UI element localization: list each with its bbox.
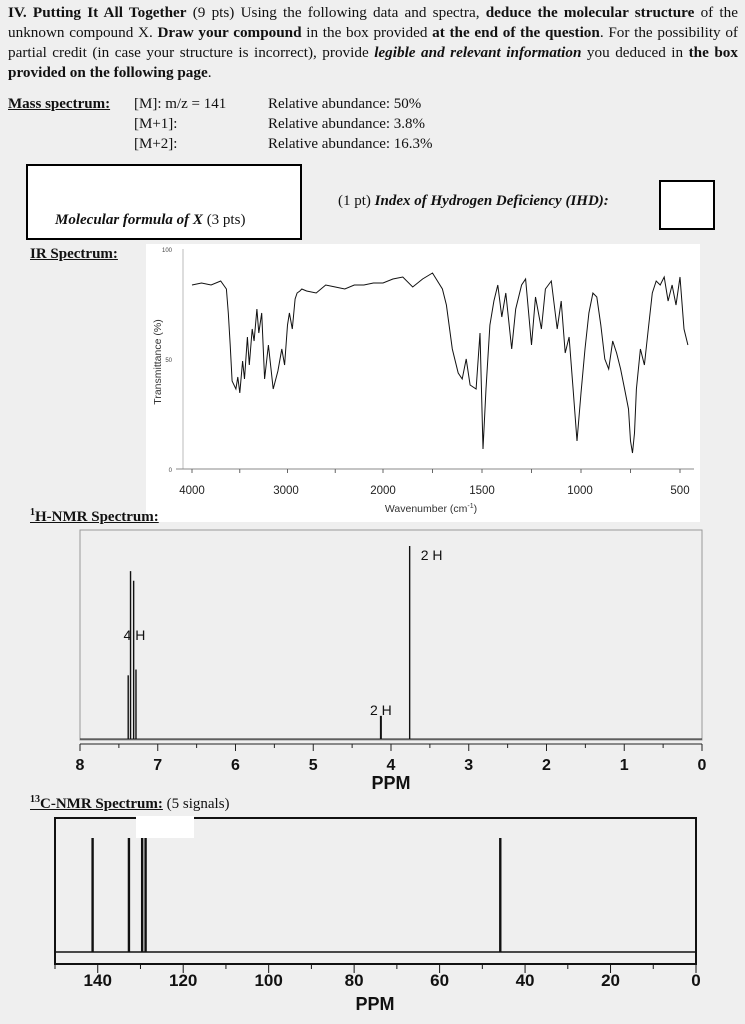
question-text bbox=[8, 3, 738, 83]
cnmr-tick-label: 120 bbox=[169, 971, 198, 990]
question-task-1: deduce the molecular structure bbox=[485, 4, 695, 21]
question-text-4: . For the possibility of partial credit (in case your structure is incorrect), provide bbox=[8, 24, 738, 61]
ms-abundance-m: Relative abundance: 50% bbox=[268, 96, 422, 112]
ms-ion-m: [M]: m/z = 141 bbox=[134, 96, 227, 112]
question-heading: IV. Putting It All Together bbox=[8, 4, 187, 21]
hnmr-x-ticks bbox=[80, 744, 702, 751]
hnmr-tick-label: 0 bbox=[697, 757, 707, 774]
cnmr-label-patch bbox=[136, 816, 194, 838]
ir-xtick-4000: 4000 bbox=[179, 485, 205, 497]
hnmr-tick-label: 3 bbox=[464, 757, 474, 774]
hnmr-tick-label: 6 bbox=[231, 757, 240, 774]
molecular-formula-label: Molecular formula of X (3 pts) bbox=[55, 212, 246, 228]
ir-xtick-1500: 1500 bbox=[469, 485, 495, 497]
cnmr-xlabel: PPM bbox=[355, 994, 395, 1014]
hnmr-chart bbox=[0, 526, 745, 796]
cnmr-tick-label: 80 bbox=[344, 971, 364, 990]
hnmr-tick-label: 4 bbox=[386, 757, 396, 774]
question-text-5: you deduced in bbox=[581, 44, 689, 61]
hnmr-integration-label: 4 H bbox=[123, 627, 146, 643]
ir-ytick-50: 50 bbox=[165, 358, 172, 364]
hnmr-integration-label: 2 H bbox=[369, 702, 392, 718]
question-task-3: at the end of the question bbox=[432, 24, 600, 41]
mass-spectrum-label: Mass spectrum: bbox=[8, 96, 111, 112]
ihd-label: (1 pt) Index of Hydrogen Deficiency (IHD): bbox=[338, 193, 609, 209]
cnmr-tick-label: 40 bbox=[515, 971, 535, 990]
cnmr-title: $^{13}$C-NMR Spectrum: (5 signals) bbox=[30, 794, 230, 812]
ir-ytick-0: 0 bbox=[168, 468, 172, 474]
ir-spectrum-title: IR Spectrum: bbox=[30, 246, 118, 262]
ms-abundance-m1: Relative abundance: 3.8% bbox=[268, 116, 426, 132]
hnmr-tick-label: 8 bbox=[75, 757, 85, 774]
question-task-5: the box provided on the following page bbox=[8, 44, 738, 81]
cnmr-tick-label: 0 bbox=[691, 971, 701, 990]
ir-chart bbox=[146, 244, 700, 522]
question-text-6: . bbox=[207, 64, 212, 81]
hnmr-integration-label: 2 H bbox=[420, 547, 443, 563]
ir-panel bbox=[146, 244, 700, 522]
cnmr-tick-label: 20 bbox=[601, 971, 620, 990]
question-text-2: of the unknown compound X. bbox=[8, 4, 738, 41]
cnmr-tick-labels bbox=[84, 971, 701, 990]
ir-xtick-3000: 3000 bbox=[273, 485, 299, 497]
ms-ion-m2: [M+2]: bbox=[134, 136, 178, 152]
cnmr-plot-frame bbox=[55, 818, 696, 964]
ihd-answer-box[interactable] bbox=[659, 180, 715, 230]
hnmr-tick-label: 5 bbox=[308, 757, 318, 774]
ms-ion-m1: [M+1]: bbox=[134, 116, 178, 132]
ir-xtick-2000: 2000 bbox=[370, 485, 396, 497]
ir-ylabel: Transmittance (%) bbox=[152, 319, 164, 405]
question-task-4: legible and relevant information bbox=[374, 44, 582, 61]
hnmr-xlabel: PPM bbox=[371, 773, 411, 793]
cnmr-chart bbox=[0, 814, 745, 1024]
hnmr-tick-label: 1 bbox=[619, 757, 629, 774]
ir-xtick-1000: 1000 bbox=[567, 485, 593, 497]
ir-ytick-100: 100 bbox=[161, 248, 172, 254]
cnmr-tick-label: 140 bbox=[83, 971, 112, 990]
question-points: (9 pts) Using the following data and spectra, bbox=[186, 4, 486, 21]
cnmr-tick-label: 60 bbox=[430, 971, 450, 990]
ir-plot-bg bbox=[183, 244, 700, 474]
hnmr-title: $^1$H-NMR Spectrum: bbox=[30, 507, 159, 525]
hnmr-tick-label: 7 bbox=[153, 757, 163, 774]
ms-abundance-m2: Relative abundance: 16.3% bbox=[268, 136, 433, 152]
ir-xtick-500: 500 bbox=[670, 485, 690, 497]
question-text-3: in the box provided bbox=[301, 24, 433, 41]
ir-xlabel: Wavenumber $(cm^{-1})$ bbox=[384, 503, 478, 515]
hnmr-tick-label: 2 bbox=[542, 757, 551, 774]
cnmr-tick-label: 100 bbox=[254, 971, 283, 990]
cnmr-x-ticks bbox=[55, 964, 696, 973]
question-task-2: Draw your compound bbox=[157, 24, 302, 41]
hnmr-tick-labels bbox=[76, 757, 707, 774]
